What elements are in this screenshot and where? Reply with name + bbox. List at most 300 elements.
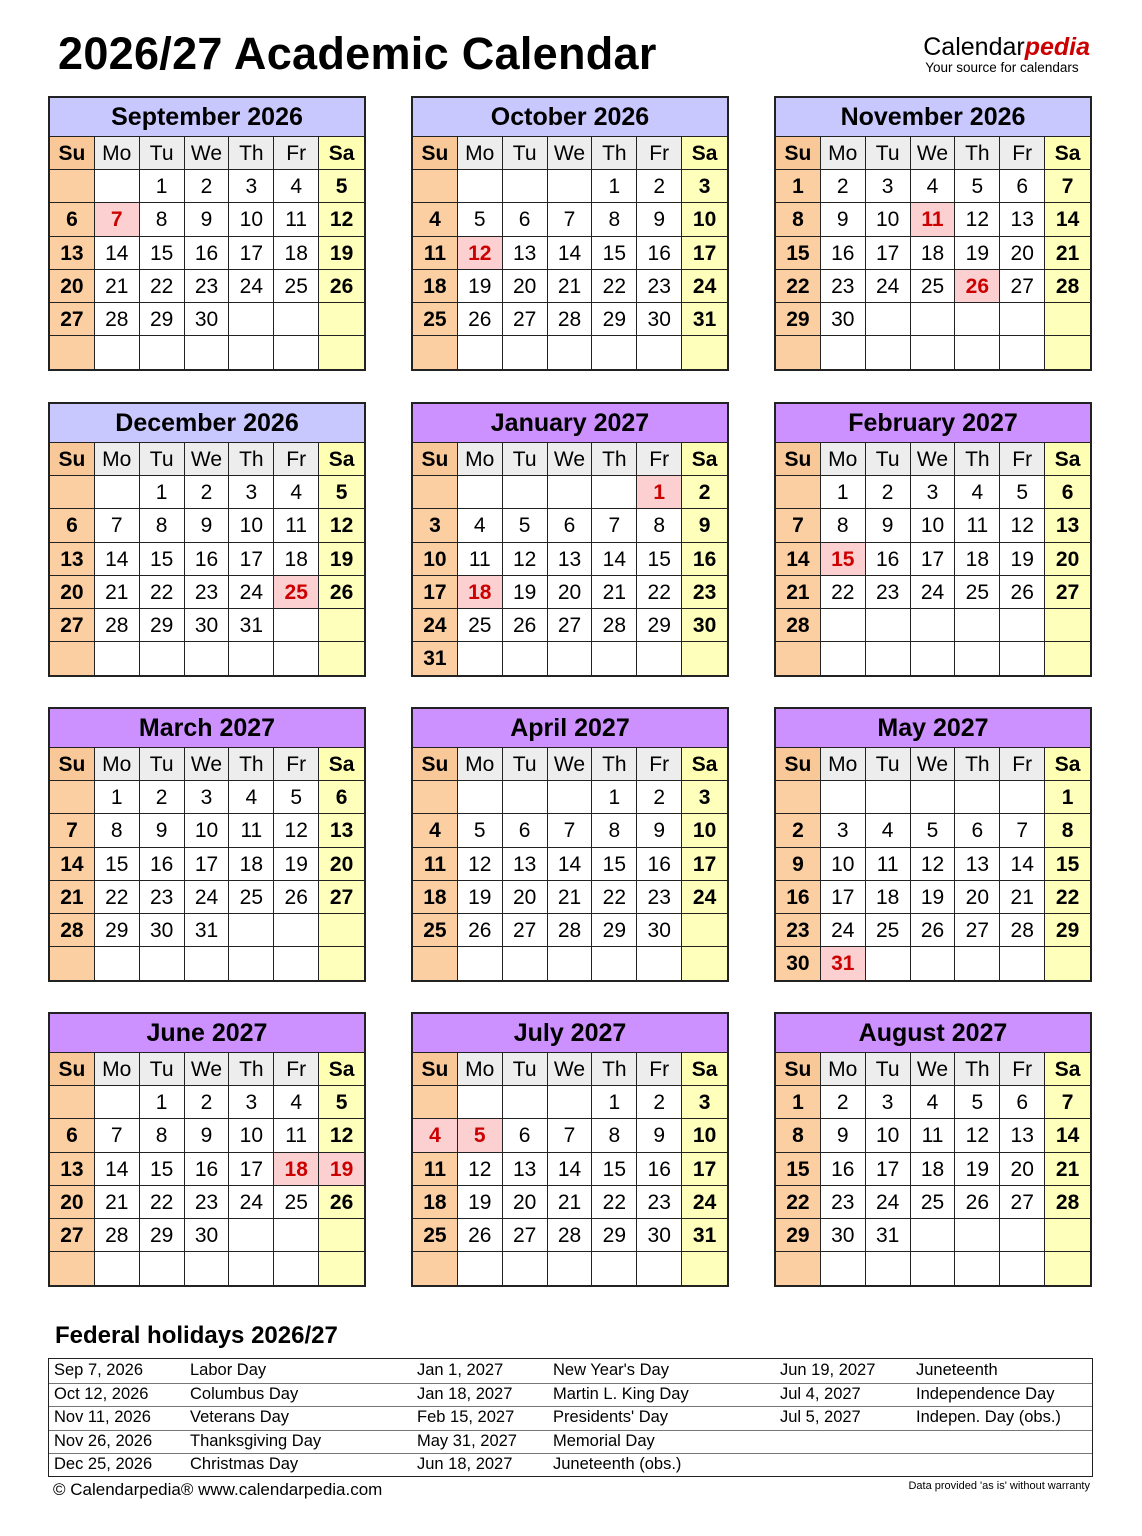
day-cell[interactable]: 14 [95,543,140,576]
day-cell[interactable]: 7 [50,814,95,847]
day-cell[interactable]: 11 [413,848,458,881]
day-cell[interactable]: 16 [637,1153,682,1186]
day-cell[interactable]: 31 [413,642,458,675]
day-cell[interactable]: 30 [637,914,682,947]
day-cell[interactable]: 17 [229,1153,274,1186]
day-cell[interactable]: 26 [1000,576,1045,609]
day-cell[interactable]: 4 [229,781,274,814]
day-cell[interactable]: 21 [548,881,593,914]
day-cell[interactable]: 3 [682,170,727,203]
day-cell[interactable]: 16 [866,543,911,576]
day-cell[interactable]: 1 [140,476,185,509]
day-cell[interactable]: 20 [50,270,95,303]
day-cell[interactable]: 13 [319,814,364,847]
day-cell[interactable]: 5 [911,814,956,847]
day-cell[interactable]: 27 [503,303,548,336]
day-cell[interactable]: 27 [503,1219,548,1252]
day-cell[interactable]: 2 [776,814,821,847]
day-cell[interactable]: 2 [185,170,230,203]
day-cell[interactable]: 1 [1045,781,1090,814]
day-cell[interactable]: 22 [776,270,821,303]
day-cell[interactable]: 5 [955,1086,1000,1119]
holiday-day-cell[interactable]: 26 [955,270,1000,303]
day-cell[interactable]: 20 [50,576,95,609]
day-cell[interactable]: 9 [185,1119,230,1152]
day-cell[interactable]: 4 [458,509,503,542]
day-cell[interactable]: 14 [592,543,637,576]
day-cell[interactable]: 10 [229,1119,274,1152]
day-cell[interactable]: 27 [319,881,364,914]
day-cell[interactable]: 8 [637,509,682,542]
day-cell[interactable]: 25 [911,1186,956,1219]
day-cell[interactable]: 10 [682,814,727,847]
day-cell[interactable]: 3 [229,170,274,203]
day-cell[interactable]: 9 [185,509,230,542]
day-cell[interactable]: 11 [866,848,911,881]
day-cell[interactable]: 19 [911,881,956,914]
day-cell[interactable]: 6 [50,1119,95,1152]
day-cell[interactable]: 23 [637,270,682,303]
day-cell[interactable]: 21 [95,576,140,609]
day-cell[interactable]: 15 [592,848,637,881]
day-cell[interactable]: 10 [866,203,911,236]
day-cell[interactable]: 11 [413,237,458,270]
day-cell[interactable]: 17 [413,576,458,609]
day-cell[interactable]: 14 [548,848,593,881]
day-cell[interactable]: 19 [458,270,503,303]
day-cell[interactable]: 15 [140,237,185,270]
day-cell[interactable]: 13 [50,543,95,576]
day-cell[interactable]: 13 [50,237,95,270]
day-cell[interactable]: 27 [503,914,548,947]
day-cell[interactable]: 9 [637,814,682,847]
day-cell[interactable]: 27 [1045,576,1090,609]
day-cell[interactable]: 10 [821,848,866,881]
day-cell[interactable]: 31 [866,1219,911,1252]
day-cell[interactable]: 12 [955,1119,1000,1152]
day-cell[interactable]: 4 [274,1086,319,1119]
day-cell[interactable]: 4 [955,476,1000,509]
day-cell[interactable]: 2 [637,781,682,814]
day-cell[interactable]: 25 [458,609,503,642]
day-cell[interactable]: 16 [185,1153,230,1186]
day-cell[interactable]: 9 [185,203,230,236]
day-cell[interactable]: 11 [955,509,1000,542]
day-cell[interactable]: 30 [637,303,682,336]
day-cell[interactable]: 3 [866,1086,911,1119]
day-cell[interactable]: 28 [1000,914,1045,947]
day-cell[interactable]: 21 [592,576,637,609]
day-cell[interactable]: 1 [776,1086,821,1119]
day-cell[interactable]: 21 [95,270,140,303]
day-cell[interactable]: 25 [413,303,458,336]
day-cell[interactable]: 22 [1045,881,1090,914]
day-cell[interactable]: 23 [185,576,230,609]
day-cell[interactable]: 5 [458,203,503,236]
day-cell[interactable]: 13 [503,237,548,270]
holiday-day-cell[interactable]: 5 [458,1119,503,1152]
day-cell[interactable]: 5 [319,476,364,509]
day-cell[interactable]: 27 [1000,270,1045,303]
day-cell[interactable]: 10 [682,1119,727,1152]
day-cell[interactable]: 2 [821,170,866,203]
day-cell[interactable]: 8 [1045,814,1090,847]
day-cell[interactable]: 2 [682,476,727,509]
day-cell[interactable]: 7 [1045,1086,1090,1119]
day-cell[interactable]: 3 [682,1086,727,1119]
day-cell[interactable]: 9 [821,203,866,236]
day-cell[interactable]: 16 [821,237,866,270]
day-cell[interactable]: 9 [776,848,821,881]
day-cell[interactable]: 2 [637,1086,682,1119]
day-cell[interactable]: 14 [95,1153,140,1186]
holiday-day-cell[interactable]: 31 [821,947,866,980]
day-cell[interactable]: 20 [319,848,364,881]
day-cell[interactable]: 4 [274,170,319,203]
day-cell[interactable]: 19 [955,237,1000,270]
day-cell[interactable]: 20 [503,270,548,303]
day-cell[interactable]: 2 [185,1086,230,1119]
day-cell[interactable]: 6 [503,814,548,847]
day-cell[interactable]: 13 [50,1153,95,1186]
day-cell[interactable]: 9 [140,814,185,847]
day-cell[interactable]: 16 [637,848,682,881]
day-cell[interactable]: 11 [911,1119,956,1152]
day-cell[interactable]: 1 [140,1086,185,1119]
day-cell[interactable]: 8 [821,509,866,542]
day-cell[interactable]: 1 [776,170,821,203]
day-cell[interactable]: 23 [185,1186,230,1219]
day-cell[interactable]: 20 [503,881,548,914]
day-cell[interactable]: 12 [1000,509,1045,542]
day-cell[interactable]: 10 [682,203,727,236]
day-cell[interactable]: 10 [911,509,956,542]
day-cell[interactable]: 19 [319,543,364,576]
day-cell[interactable]: 17 [185,848,230,881]
day-cell[interactable]: 15 [1045,848,1090,881]
day-cell[interactable]: 1 [140,170,185,203]
day-cell[interactable]: 6 [50,203,95,236]
day-cell[interactable]: 28 [1045,270,1090,303]
day-cell[interactable]: 5 [319,170,364,203]
day-cell[interactable]: 1 [821,476,866,509]
day-cell[interactable]: 25 [274,1186,319,1219]
day-cell[interactable]: 2 [821,1086,866,1119]
day-cell[interactable]: 20 [548,576,593,609]
day-cell[interactable]: 21 [1045,1153,1090,1186]
day-cell[interactable]: 24 [229,576,274,609]
day-cell[interactable]: 5 [503,509,548,542]
day-cell[interactable]: 29 [592,1219,637,1252]
day-cell[interactable]: 18 [274,543,319,576]
day-cell[interactable]: 24 [866,1186,911,1219]
day-cell[interactable]: 25 [955,576,1000,609]
day-cell[interactable]: 16 [637,237,682,270]
footer-copyright[interactable]: © Calendarpedia® www.calendarpedia.com [53,1480,383,1499]
day-cell[interactable]: 14 [548,1153,593,1186]
day-cell[interactable]: 11 [274,203,319,236]
day-cell[interactable]: 28 [50,914,95,947]
day-cell[interactable]: 17 [821,881,866,914]
day-cell[interactable]: 24 [911,576,956,609]
day-cell[interactable]: 5 [274,781,319,814]
day-cell[interactable]: 2 [866,476,911,509]
day-cell[interactable]: 25 [413,914,458,947]
day-cell[interactable]: 15 [592,1153,637,1186]
day-cell[interactable]: 14 [1045,1119,1090,1152]
day-cell[interactable]: 28 [1045,1186,1090,1219]
day-cell[interactable]: 24 [185,881,230,914]
day-cell[interactable]: 24 [821,914,866,947]
day-cell[interactable]: 6 [955,814,1000,847]
day-cell[interactable]: 21 [776,576,821,609]
day-cell[interactable]: 15 [95,848,140,881]
day-cell[interactable]: 5 [955,170,1000,203]
day-cell[interactable]: 30 [821,303,866,336]
holiday-day-cell[interactable]: 11 [911,203,956,236]
day-cell[interactable]: 20 [955,881,1000,914]
day-cell[interactable]: 22 [776,1186,821,1219]
day-cell[interactable]: 24 [229,1186,274,1219]
day-cell[interactable]: 9 [637,203,682,236]
day-cell[interactable]: 26 [319,1186,364,1219]
holiday-day-cell[interactable]: 18 [274,1153,319,1186]
day-cell[interactable]: 13 [955,848,1000,881]
day-cell[interactable]: 25 [911,270,956,303]
day-cell[interactable]: 30 [776,947,821,980]
day-cell[interactable]: 8 [776,1119,821,1152]
day-cell[interactable]: 26 [503,609,548,642]
day-cell[interactable]: 25 [413,1219,458,1252]
day-cell[interactable]: 6 [503,203,548,236]
day-cell[interactable]: 20 [50,1186,95,1219]
day-cell[interactable]: 8 [592,203,637,236]
day-cell[interactable]: 11 [458,543,503,576]
day-cell[interactable]: 23 [637,881,682,914]
day-cell[interactable]: 30 [821,1219,866,1252]
day-cell[interactable]: 10 [413,543,458,576]
day-cell[interactable]: 29 [592,303,637,336]
brand-logo[interactable] [923,34,1090,75]
day-cell[interactable]: 22 [592,270,637,303]
day-cell[interactable]: 3 [911,476,956,509]
day-cell[interactable]: 24 [682,1186,727,1219]
day-cell[interactable]: 24 [866,270,911,303]
day-cell[interactable]: 30 [185,609,230,642]
day-cell[interactable]: 7 [548,203,593,236]
day-cell[interactable]: 20 [1000,1153,1045,1186]
day-cell[interactable]: 27 [50,303,95,336]
day-cell[interactable]: 18 [413,1186,458,1219]
day-cell[interactable]: 26 [319,270,364,303]
day-cell[interactable]: 10 [229,203,274,236]
day-cell[interactable]: 12 [319,509,364,542]
day-cell[interactable]: 8 [776,203,821,236]
day-cell[interactable]: 26 [274,881,319,914]
day-cell[interactable]: 12 [911,848,956,881]
day-cell[interactable]: 12 [503,543,548,576]
day-cell[interactable]: 7 [548,814,593,847]
day-cell[interactable]: 14 [548,237,593,270]
day-cell[interactable]: 29 [140,609,185,642]
day-cell[interactable]: 7 [95,1119,140,1152]
day-cell[interactable]: 3 [821,814,866,847]
day-cell[interactable]: 16 [776,881,821,914]
day-cell[interactable]: 19 [1000,543,1045,576]
day-cell[interactable]: 30 [682,609,727,642]
day-cell[interactable]: 25 [866,914,911,947]
day-cell[interactable]: 28 [95,303,140,336]
day-cell[interactable]: 30 [637,1219,682,1252]
day-cell[interactable]: 30 [140,914,185,947]
day-cell[interactable]: 8 [140,1119,185,1152]
day-cell[interactable]: 3 [866,170,911,203]
day-cell[interactable]: 27 [50,1219,95,1252]
day-cell[interactable]: 23 [776,914,821,947]
day-cell[interactable]: 20 [503,1186,548,1219]
day-cell[interactable]: 14 [776,543,821,576]
day-cell[interactable]: 21 [548,270,593,303]
day-cell[interactable]: 31 [229,609,274,642]
day-cell[interactable]: 31 [185,914,230,947]
day-cell[interactable]: 11 [229,814,274,847]
day-cell[interactable]: 18 [911,237,956,270]
day-cell[interactable]: 14 [1045,203,1090,236]
day-cell[interactable]: 28 [548,303,593,336]
day-cell[interactable]: 6 [50,509,95,542]
day-cell[interactable]: 14 [50,848,95,881]
day-cell[interactable]: 31 [682,303,727,336]
day-cell[interactable]: 2 [185,476,230,509]
day-cell[interactable]: 23 [140,881,185,914]
day-cell[interactable]: 28 [95,1219,140,1252]
day-cell[interactable]: 4 [866,814,911,847]
holiday-day-cell[interactable]: 19 [319,1153,364,1186]
day-cell[interactable]: 29 [1045,914,1090,947]
day-cell[interactable]: 5 [1000,476,1045,509]
day-cell[interactable]: 17 [682,237,727,270]
day-cell[interactable]: 6 [503,1119,548,1152]
day-cell[interactable]: 7 [776,509,821,542]
day-cell[interactable]: 6 [548,509,593,542]
day-cell[interactable]: 5 [319,1086,364,1119]
day-cell[interactable]: 22 [140,576,185,609]
day-cell[interactable]: 17 [911,543,956,576]
day-cell[interactable]: 31 [682,1219,727,1252]
day-cell[interactable]: 17 [866,237,911,270]
day-cell[interactable]: 28 [95,609,140,642]
day-cell[interactable]: 3 [682,781,727,814]
day-cell[interactable]: 28 [592,609,637,642]
day-cell[interactable]: 24 [413,609,458,642]
day-cell[interactable]: 4 [911,1086,956,1119]
holiday-day-cell[interactable]: 15 [821,543,866,576]
day-cell[interactable]: 10 [185,814,230,847]
day-cell[interactable]: 13 [1000,203,1045,236]
day-cell[interactable]: 26 [955,1186,1000,1219]
day-cell[interactable]: 8 [95,814,140,847]
day-cell[interactable]: 29 [95,914,140,947]
day-cell[interactable]: 19 [503,576,548,609]
day-cell[interactable]: 10 [866,1119,911,1152]
day-cell[interactable]: 12 [458,1153,503,1186]
day-cell[interactable]: 17 [682,848,727,881]
day-cell[interactable]: 18 [413,270,458,303]
day-cell[interactable]: 25 [274,270,319,303]
holiday-day-cell[interactable]: 1 [637,476,682,509]
day-cell[interactable]: 12 [274,814,319,847]
day-cell[interactable]: 28 [776,609,821,642]
day-cell[interactable]: 4 [413,203,458,236]
day-cell[interactable]: 6 [1000,1086,1045,1119]
day-cell[interactable]: 1 [592,170,637,203]
day-cell[interactable]: 24 [682,881,727,914]
day-cell[interactable]: 18 [955,543,1000,576]
day-cell[interactable]: 15 [140,543,185,576]
day-cell[interactable]: 18 [229,848,274,881]
day-cell[interactable]: 3 [185,781,230,814]
day-cell[interactable]: 26 [458,914,503,947]
day-cell[interactable]: 11 [413,1153,458,1186]
day-cell[interactable]: 7 [1000,814,1045,847]
day-cell[interactable]: 23 [637,1186,682,1219]
day-cell[interactable]: 3 [229,1086,274,1119]
day-cell[interactable]: 7 [1045,170,1090,203]
day-cell[interactable]: 7 [548,1119,593,1152]
day-cell[interactable]: 12 [319,203,364,236]
day-cell[interactable]: 21 [1045,237,1090,270]
day-cell[interactable]: 2 [140,781,185,814]
day-cell[interactable]: 29 [637,609,682,642]
day-cell[interactable]: 9 [821,1119,866,1152]
day-cell[interactable]: 26 [911,914,956,947]
day-cell[interactable]: 19 [274,848,319,881]
day-cell[interactable]: 22 [637,576,682,609]
day-cell[interactable]: 21 [1000,881,1045,914]
day-cell[interactable]: 29 [776,1219,821,1252]
day-cell[interactable]: 13 [503,1153,548,1186]
day-cell[interactable]: 9 [637,1119,682,1152]
day-cell[interactable]: 12 [955,203,1000,236]
day-cell[interactable]: 13 [503,848,548,881]
day-cell[interactable]: 16 [185,543,230,576]
day-cell[interactable]: 16 [821,1153,866,1186]
day-cell[interactable]: 9 [682,509,727,542]
day-cell[interactable]: 21 [548,1186,593,1219]
day-cell[interactable]: 6 [1000,170,1045,203]
day-cell[interactable]: 3 [229,476,274,509]
day-cell[interactable]: 4 [413,814,458,847]
holiday-day-cell[interactable]: 25 [274,576,319,609]
day-cell[interactable]: 29 [776,303,821,336]
day-cell[interactable]: 29 [140,303,185,336]
day-cell[interactable]: 11 [274,509,319,542]
day-cell[interactable]: 15 [140,1153,185,1186]
day-cell[interactable]: 16 [185,237,230,270]
holiday-day-cell[interactable]: 4 [413,1119,458,1152]
day-cell[interactable]: 15 [637,543,682,576]
day-cell[interactable]: 26 [319,576,364,609]
day-cell[interactable]: 30 [185,1219,230,1252]
day-cell[interactable]: 14 [1000,848,1045,881]
day-cell[interactable]: 20 [1000,237,1045,270]
day-cell[interactable]: 27 [548,609,593,642]
day-cell[interactable]: 24 [682,270,727,303]
day-cell[interactable]: 26 [458,303,503,336]
day-cell[interactable]: 23 [821,270,866,303]
day-cell[interactable]: 5 [458,814,503,847]
day-cell[interactable]: 24 [229,270,274,303]
